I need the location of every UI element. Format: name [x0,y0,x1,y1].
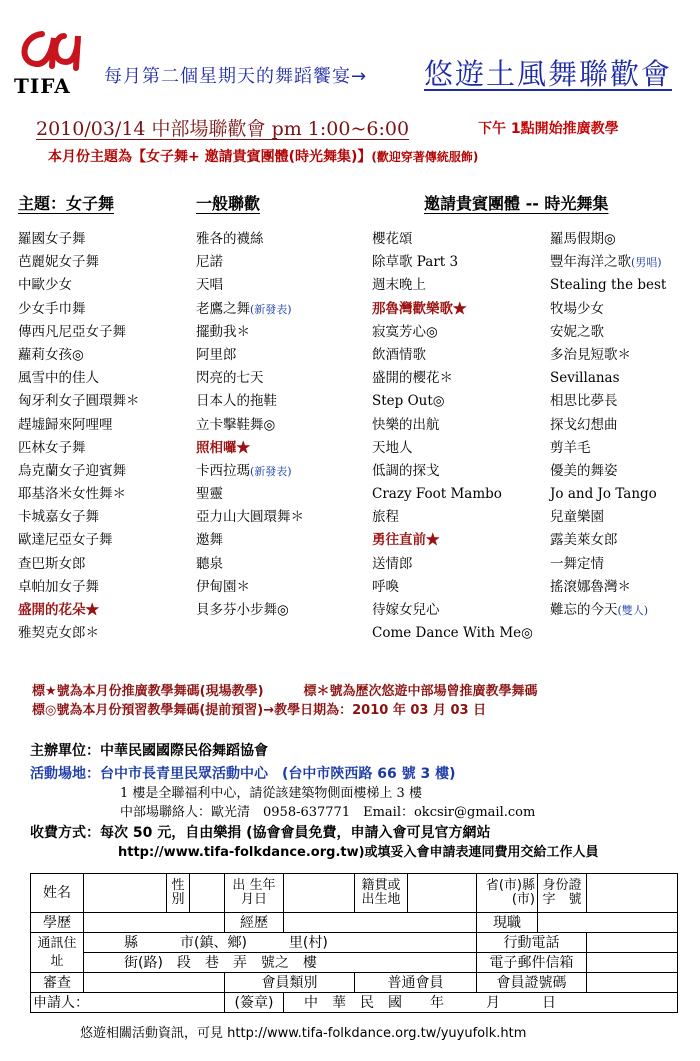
dance-item [18,553,140,576]
dance-item [372,506,533,529]
label-applicant: 申請人： [31,993,225,1013]
dance-item [196,298,304,321]
dance-item [18,367,140,390]
dance-name: 盛開的花朵★ [18,602,99,618]
dance-item [196,251,304,274]
dance-name: Stealing the best [550,277,667,294]
dance-name: 旅程 [372,509,399,526]
dance-item [372,553,533,576]
membership-application-form [30,873,678,1013]
label-education: 學歷 [31,913,84,933]
dance-item [372,321,533,344]
legend-star: 標★號為本月份推廣教學舞碼(現場教學) [32,684,264,699]
dance-item [196,460,304,483]
dance-item [196,274,304,297]
dance-item [550,506,666,529]
field-id[interactable] [587,874,678,913]
field-member-no[interactable] [587,973,678,993]
dance-name: 待嫁女兒心 [372,602,440,618]
dance-name: 邀舞 [196,532,223,549]
label-experience: 經歷 [225,913,284,933]
dance-name: Sevillanas [550,370,620,387]
dance-name: 卡西拉瑪 [196,462,250,479]
label-id: 身份證字 號 [538,874,587,913]
dance-name: 安妮之歌 [550,323,604,340]
dance-item [18,437,140,460]
dance-item [550,460,666,483]
dance-name: 芭麗妮女子舞 [18,254,99,271]
dance-name: 牧場少女 [550,300,604,317]
event-series-title: 悠遊土風舞聯歡會 [424,57,673,91]
dance-name: 伊甸園＊ [196,578,250,595]
dance-item [196,228,304,251]
dance-item [18,414,140,437]
dance-item [18,228,140,251]
dance-name: Crazy Foot Mambo [372,486,502,503]
dance-item [372,367,533,390]
dance-name: 呼喚 [372,578,399,595]
label-review: 審查 [31,973,84,993]
dance-name: 卓帕加女子舞 [18,578,99,595]
dance-item [550,553,666,576]
field-origin[interactable] [408,874,477,913]
dance-item [550,274,666,297]
fee-info: 收費方式：每次 50 元，自由樂捐 (協會會員免費，申請入會可見官方網站 [30,825,491,841]
dance-name: 快樂的出航 [372,416,440,433]
dance-name: 天地人 [372,439,413,456]
dance-name: 阿里郎 [196,346,237,363]
label-mobile: 行動電話 [477,933,587,953]
dance-name: 送情郎 [372,555,413,572]
dance-item [372,251,533,274]
contact: 中部場聯絡人：歐光清 0958-637771 Email：okcsir@gmail.com [120,805,536,820]
column-header-guest: 邀請貴賓團體 -- 時光舞集 [424,194,609,213]
field-birth[interactable] [284,874,355,913]
dance-name: 一舞定情 [550,555,604,572]
dance-name: 耶基洛米女性舞＊ [18,486,126,503]
teaching-start-note: 下午 1點開始推廣教學 [478,121,619,137]
label-gender: 性別 [167,874,190,913]
dance-item [372,483,533,506]
dance-item [550,298,666,321]
field-education[interactable] [84,913,225,933]
dance-item [372,529,533,552]
dance-item [372,460,533,483]
dance-list-theme [18,228,140,645]
field-experience[interactable] [284,913,477,933]
dance-name: 烏克蘭女子迎賓舞 [18,462,126,479]
label-email: 電子郵件信箱 [477,953,587,973]
label-member-type: 會員類別 [225,973,355,993]
logo-text: TIFA [14,74,71,98]
dance-name: 飲酒情歌 [372,346,426,363]
dance-name: 立卡擊鞋舞◎ [196,416,276,433]
dance-item [18,622,140,645]
dance-tag: (新發表) [250,464,292,478]
dance-name: 搖滾娜魯灣＊ [550,578,631,595]
dance-item [372,576,533,599]
dance-item [18,251,140,274]
dance-item [18,506,140,529]
dance-item [18,483,140,506]
dance-name: 聽泉 [196,555,223,572]
dance-name: 閃亮的七天 [196,370,264,387]
dance-name: 寂寞芳心◎ [372,323,438,340]
dance-name: Come Dance With Me◎ [372,625,533,642]
dance-name: 亞力山大圓環舞＊ [196,509,304,526]
dance-name: 雅契克女郎＊ [18,625,99,642]
dance-item [18,576,140,599]
dance-name: Jo and Jo Tango [550,486,657,503]
dance-list-general [196,228,304,622]
dance-item [196,367,304,390]
dance-item [196,414,304,437]
field-gender[interactable] [190,874,225,913]
dance-name: 兒童樂園 [550,509,604,526]
date-line: 中 華 民 國 年 月 日 [284,993,678,1013]
organizer: 主辦單位：中華民國國際民俗舞蹈協會 [30,743,268,759]
dance-list-guest-b [550,228,666,622]
dance-name: 週末晚上 [372,277,426,294]
dance-item [196,506,304,529]
event-date-time: 2010/03/14 中部場聯歡會 pm 1:00~6:00 [36,118,410,140]
dance-item [372,274,533,297]
dance-item [18,321,140,344]
dance-name: 豐年海洋之歌 [550,254,631,271]
field-name[interactable] [84,874,167,913]
dance-item [372,298,533,321]
monthly-theme [48,146,478,166]
label-county-city: 省(市)縣(市) [477,874,538,913]
dance-item [550,414,666,437]
dance-name: 照相囉★ [196,439,250,456]
dance-tag: (新發表) [250,302,292,316]
dance-item [18,274,140,297]
dance-name: 聖靈 [196,486,223,503]
dance-item [18,344,140,367]
dance-item [18,390,140,413]
dance-name: 天唱 [196,277,223,294]
dance-item [372,228,533,251]
dance-name: 傳西凡尼亞女子舞 [18,323,126,340]
dance-name: 雅各的襪絲 [196,231,264,247]
dance-name: 蘿莉女孩◎ [18,346,84,363]
dance-item [196,437,304,460]
dance-item [550,251,666,274]
dance-name: 老鷹之舞 [196,300,250,317]
dance-item [550,599,666,622]
dance-name: 歐達尼亞女子舞 [18,532,113,549]
dance-name: 相思比夢長 [550,393,618,410]
address-line-2: 街(路) 段 巷 弄 號之 樓 [84,953,477,973]
dance-item [550,321,666,344]
dance-name: 羅馬假期◎ [550,231,616,247]
footer-info: 悠遊相關活動資訊，可見 http://www.tifa-folkdance.org.tw/yuyufolk.htm [80,1026,527,1041]
dance-name: Step Out◎ [372,393,445,410]
legend-asterisk: 標＊號為歷次悠遊中部場曾推廣教學舞碼 [303,684,538,699]
venue-note: 1 樓是全聯福利中心，請從該建築物側面樓梯上 3 樓 [120,786,422,801]
legend-circle: 標◎號為本月份預習教學舞碼(提前預習)→教學日期為：2010 年 03 月 03 日 [32,703,487,718]
dance-item [550,529,666,552]
dance-name: 貝多芬小步舞◎ [196,602,289,618]
dance-name: 尼諾 [196,254,223,271]
dance-name: 羅國女子舞 [18,231,86,247]
fee-url: http://www.tifa-folkdance.org.tw)或填妥入會申請表連同費用交給工作人員 [118,845,599,860]
dance-item [372,390,533,413]
dance-name: 除草歌 Part 3 [372,254,459,271]
dance-name: 查巴斯女郎 [18,555,86,572]
dance-name: 少女手巾舞 [18,300,86,317]
dance-name: 匈牙利女子圓環舞＊ [18,393,140,410]
label-birth: 出 生年月日 [225,874,284,913]
dance-tag: (男唱) [631,256,662,270]
dance-item [196,553,304,576]
dance-name: 中歐少女 [18,277,72,294]
dance-item [550,483,666,506]
dance-name: 卡城嘉女子舞 [18,509,99,526]
dance-item [18,460,140,483]
dance-name: 優美的舞姿 [550,462,618,479]
dance-item [196,529,304,552]
dance-name: 匹林女子舞 [18,439,86,456]
dance-name: 探戈幻想曲 [550,416,618,433]
dance-item [18,599,140,622]
dance-name: 那魯灣歡樂歌★ [372,300,467,317]
dance-name: 低調的探戈 [372,462,440,479]
dance-name: 盛開的櫻花＊ [372,370,453,387]
field-review[interactable] [84,973,225,993]
slogan: 每月第二個星期天的舞蹈饗宴→ [104,66,368,87]
legend [32,682,538,720]
dance-name: 日本人的拖鞋 [196,393,277,410]
dance-item [550,437,666,460]
dance-item [372,414,533,437]
dance-name: 剪羊毛 [550,439,591,456]
dance-list-guest-a [372,228,533,645]
field-job[interactable] [538,913,678,933]
dance-name: 趕墟歸來阿哩哩 [18,416,113,433]
venue: 活動場地：台中市長青里民眾活動中心 (台中市陝西路 66 號 3 樓) [30,766,456,782]
dance-item [196,599,304,622]
address-line-1: 縣 市(鎮、鄉) 里(村) [84,933,477,953]
dance-name: 擺動我＊ [196,323,250,340]
label-address: 通訊住址 [31,933,84,973]
dance-item [372,599,533,622]
dance-name: 難忘的今天 [550,602,618,618]
dance-name: 風雪中的佳人 [18,370,99,387]
dance-item [196,321,304,344]
dance-item [550,344,666,367]
theme-dress-note: (歡迎穿著傳統服飾) [371,150,479,164]
dance-item [372,622,533,645]
label-origin: 籍貫或出生地 [355,874,408,913]
column-header-general: 一般聯歡 [196,194,261,213]
dance-name: 多治見短歌＊ [550,346,631,363]
dance-item [550,576,666,599]
dance-item [550,390,666,413]
label-member-no: 會員證號碼 [477,973,587,993]
dance-item [550,367,666,390]
dance-item [372,344,533,367]
dance-item [196,576,304,599]
column-header-theme: 主題：女子舞 [18,194,115,213]
label-seal: (簽章) [225,993,284,1013]
dance-item [18,529,140,552]
label-job: 現職 [477,913,538,933]
field-email[interactable] [587,953,678,973]
dance-item [372,437,533,460]
label-regular-member: 普通會員 [355,973,477,993]
dance-item [196,344,304,367]
dance-name: 勇往直前★ [372,532,440,549]
dance-item [196,483,304,506]
field-mobile[interactable] [587,933,678,953]
dance-name: 櫻花頌 [372,231,413,247]
dance-item [18,298,140,321]
theme-text: 本月份主題為【女子舞+ 邀請貴賓團體(時光舞集)】 [48,149,372,165]
label-name: 姓名 [31,874,84,913]
dance-tag: (雙人) [617,604,649,617]
dance-item [550,228,666,251]
dance-name: 露美萊女郎 [550,532,618,549]
dance-item [196,390,304,413]
